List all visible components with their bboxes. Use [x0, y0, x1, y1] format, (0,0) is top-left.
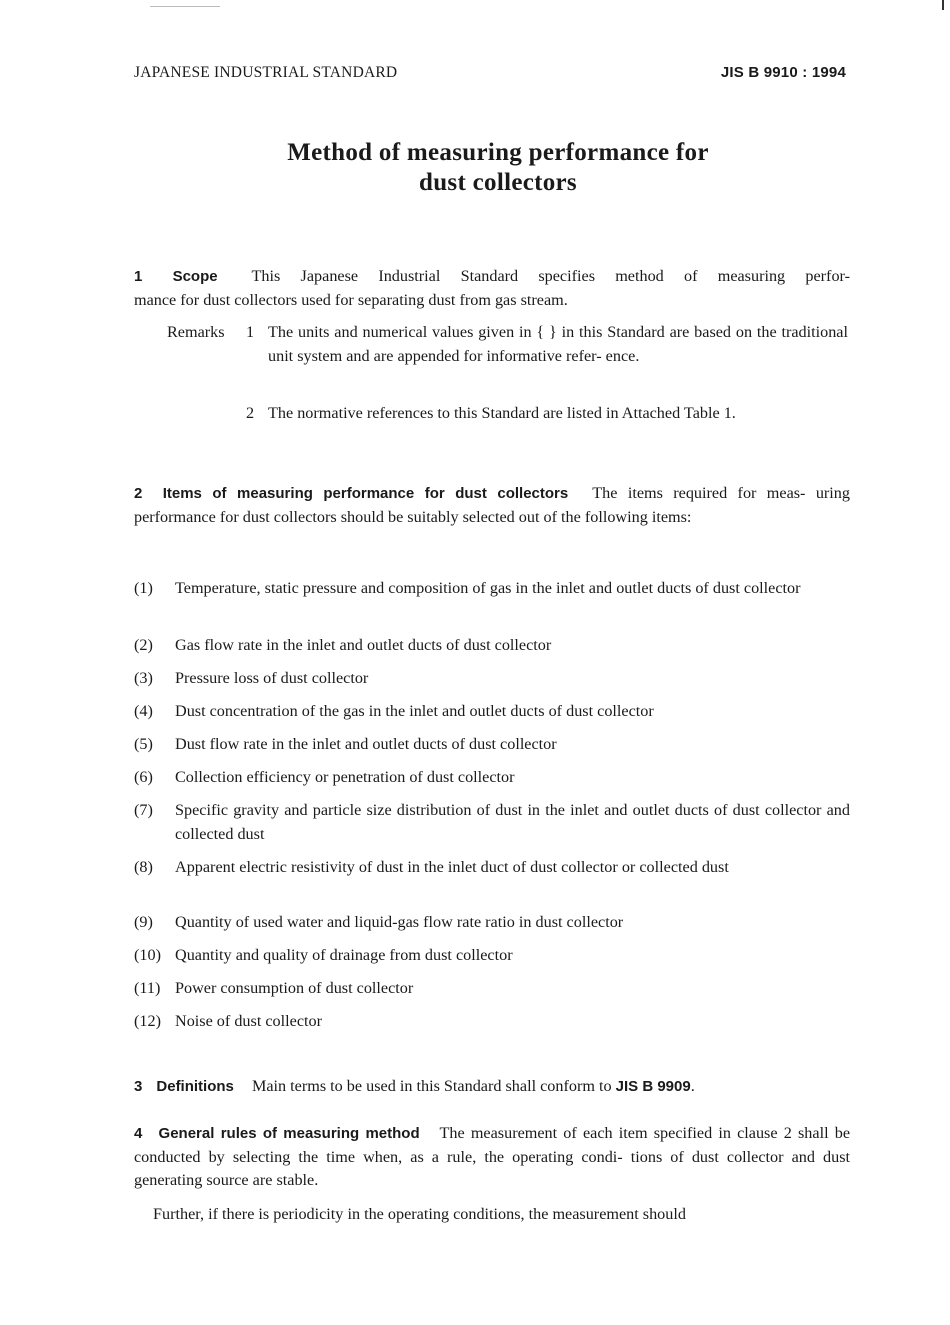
list-item-text: Quantity of used water and liquid-gas flow rate ratio in dust collector — [175, 913, 624, 931]
standard-number: JIS B 9910 : 1994 — [720, 64, 846, 81]
section-4-continuation: Further, if there is periodicity in the operating conditions, the measurement should — [153, 1205, 686, 1223]
list-item-label: (6) — [134, 768, 153, 786]
remarks-label: Remarks — [167, 323, 225, 341]
section-1-text-line2: mance for dust collectors used for separating dust from gas stream. — [134, 290, 568, 309]
section-3-heading: Definitions — [156, 1078, 234, 1095]
section-1-number: 1 — [134, 268, 143, 285]
list-item-label: (10) — [134, 946, 161, 964]
section-2 — [134, 482, 850, 529]
list-item-text: Temperature, static pressure and composition of gas in the inlet and outlet ducts of dust collector — [175, 579, 801, 597]
title-line-2: dust collectors — [419, 169, 577, 196]
section-2-heading: Items of measuring performance for dust collectors — [162, 485, 569, 502]
list-item-text: Pressure loss of dust collector — [175, 669, 369, 687]
section-3-number: 3 — [134, 1078, 143, 1095]
list-item-label: (11) — [134, 979, 161, 997]
section-4-heading: General rules of measuring method — [158, 1125, 420, 1142]
list-item-label: (3) — [134, 669, 153, 687]
section-1-text-line1: This Japanese Industrial Standard specifies method of measuring perfor- — [251, 267, 850, 285]
scan-artifact-line — [150, 6, 220, 7]
standard-name: JAPANESE INDUSTRIAL STANDARD — [134, 64, 398, 81]
list-item-label: (4) — [134, 702, 153, 720]
section-2-text: The items required for meas- uring performance for dust collectors should be suitably selected out of the following items: — [134, 484, 850, 526]
section-3-reference: JIS B 9909 — [615, 1078, 691, 1095]
section-3 — [134, 1075, 850, 1099]
section-1 — [134, 265, 850, 312]
list-item-text: Collection efficiency or penetration of dust collector — [175, 768, 515, 786]
remark-1-text: The units and numerical values given in { } in this Standard are based on the traditional unit system and are appended for informative refer- ence. — [268, 323, 848, 365]
section-3-end: . — [690, 1077, 695, 1095]
remark-2-number: 2 — [246, 404, 255, 422]
list-item-label: (12) — [134, 1012, 161, 1030]
list-item-label: (1) — [134, 579, 153, 597]
list-item-text: Specific gravity and particle size distribution of dust in the inlet and outlet ducts of dust collector and collected dust — [175, 801, 850, 843]
list-item-label: (5) — [134, 735, 153, 753]
section-3-text: Main terms to be used in this Standard shall conform to — [251, 1077, 612, 1095]
list-item-text: Noise of dust collector — [175, 1012, 322, 1030]
list-item-label: (2) — [134, 636, 153, 654]
list-item-text: Power consumption of dust collector — [175, 979, 414, 997]
section-1-heading: Scope — [172, 268, 218, 285]
document-title — [134, 138, 862, 198]
remark-2-text: The normative references to this Standard are listed in Attached Table 1. — [268, 404, 736, 422]
section-4-number: 4 — [134, 1125, 143, 1142]
list-item-text: Dust flow rate in the inlet and outlet ducts of dust collector — [175, 735, 557, 753]
list-item-text: Apparent electric resistivity of dust in the inlet duct of dust collector or collected dust — [175, 858, 729, 876]
scan-artifact-mark — [942, 0, 944, 10]
section-4 — [134, 1122, 850, 1193]
list-item-text: Gas flow rate in the inlet and outlet ducts of dust collector — [175, 636, 552, 654]
list-item-text: Quantity and quality of drainage from dust collector — [175, 946, 513, 964]
list-item-label: (7) — [134, 801, 153, 819]
list-item-text: Dust concentration of the gas in the inlet and outlet ducts of dust collector — [175, 702, 654, 720]
section-4-text: The measurement of each item specified in clause 2 shall be conducted by selecting the time when, as a rule, the operating condi- tions of dust collector and dust generating source are stable. — [134, 1124, 851, 1189]
title-line-1: Method of measuring performance for — [287, 139, 709, 166]
list-item-label: (9) — [134, 913, 153, 931]
section-2-number: 2 — [134, 485, 143, 502]
remark-1-number: 1 — [246, 323, 255, 341]
page-header — [134, 64, 846, 86]
list-item-label: (8) — [134, 858, 153, 876]
